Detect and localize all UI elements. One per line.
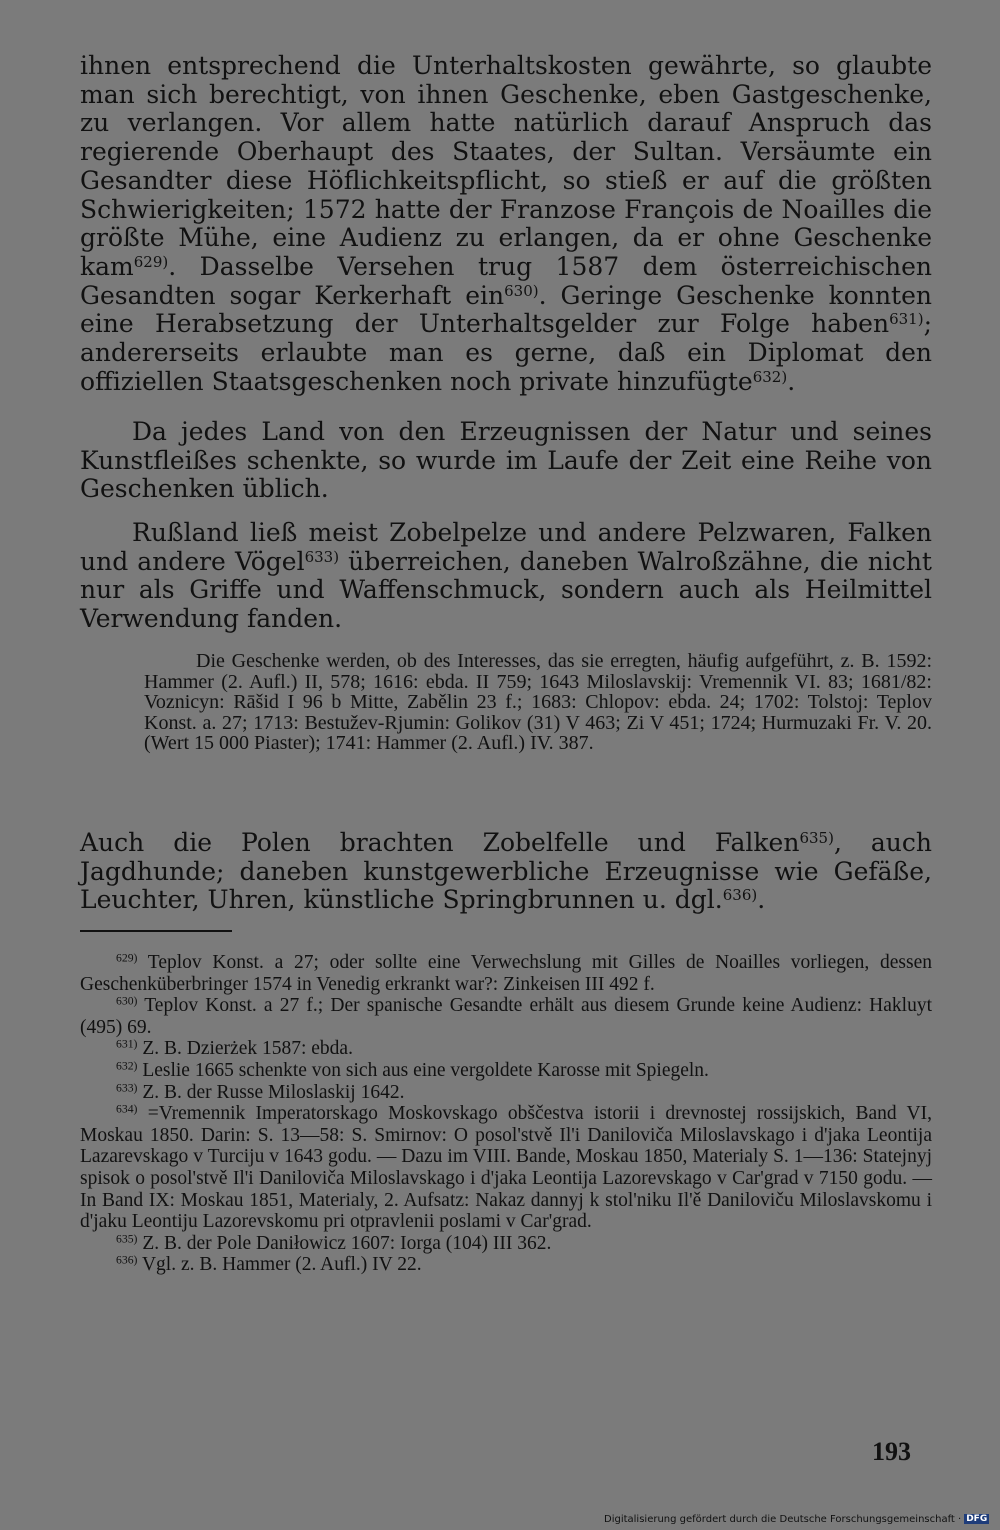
p3-text-a: Rußland ließ meist Zobelpelze und andere Pelzwaren, Falken und andere Vögel: [80, 518, 932, 576]
credit-text: Digitalisierung gefördert durch die Deutsche Forschungsgemeinschaft ·: [604, 1514, 962, 1525]
footnote-mark: 632): [116, 1059, 138, 1073]
footnote-text: Z. B. Dzierżek 1587: ebda.: [137, 1038, 353, 1060]
footnote-mark: 634): [116, 1102, 138, 1116]
p1-text-c: . Geringe Geschenke konnten eine Herabsetzung der Unterhaltsgelder zur Folge haben: [80, 280, 932, 339]
footnote-ref-635[interactable]: 635): [799, 828, 834, 847]
footnote-629: [80, 952, 932, 995]
footnote-text: Z. B. der Russe Miloslaskij 1642.: [137, 1081, 405, 1103]
p1-text-a: ihnen entsprechend die Unterhaltskosten gewährte, so glaubte man sich berechtigt, von ihnen Geschenke, eben Gastgeschenke, zu verlangen. Vor allem hatte natürlich darauf Anspruch das regierende Oberhaupt des Staates, der Sultan. Versäumte ein Gesandter diese Höflichkeitspflicht, so stieß er auf die größten Schwierigkeiten; 1572 hatte der Franzose François de Noailles die größte Mühe, eine Audienz zu erlangen, da er ohne Geschenke kam: [80, 51, 932, 281]
digitization-credit: [604, 1514, 989, 1525]
p4-text-a: Auch die Polen brachten Zobelfelle und Falken: [80, 828, 800, 857]
footnote-mark: 630): [116, 994, 138, 1008]
p4-text-c: .: [757, 885, 766, 915]
footnote-633: [80, 1082, 932, 1104]
footnote-text: Leslie 1665 schenkte von sich aus eine vergoldete Karosse mit Spiegeln.: [137, 1059, 709, 1081]
footnote-631: [80, 1038, 932, 1060]
p3-text-b: überreichen, daneben Walroßzähne, die nicht nur als Griffe und Waffenschmuck, sondern auch als Heilmittel Verwendung fanden.: [80, 546, 932, 634]
footnote-ref-633[interactable]: 633): [304, 547, 340, 566]
p1-text-e: .: [787, 366, 796, 396]
footnote-634: [80, 1103, 932, 1233]
footnote-636: [80, 1254, 932, 1276]
footnote-635: [80, 1233, 932, 1255]
footnote-text: =Vremennik Imperatorskago Moskovskago obščestva istorii i drevnostej rossijskich, Band VI, Moskau 1850. Darin: S. 13—58: S. Smirnov: O posol'stvě Il'i Daniloviča Miloslavskago i d'jaka Leontija Lazarevskago v Turciju v 1643 godu. — Dazu im VIII. Bande, Moskau 1850, Materialy S. 1—136: Statejnyj spisok o posol'stvě Il'i Daniloviča Miloslavskago i d'jaka Leontija Lazorevskago v Car'grad v 7150 godu. — In Band IX: Moskau 1851, Materialy, 2. Aufsatz: Nakaz dannyj k stol'niku Il'ě Daniloviču Miloslavskomu i d'jaku Leontiju Lazorevskomu pri otpravlenii poslami v Car'grad.: [80, 1103, 932, 1233]
footnote-ref-636[interactable]: 636): [722, 886, 758, 905]
footnote-divider: [80, 930, 232, 932]
p1-text-d: ; andererseits erlaubte man es gerne, daß ein Diplomat den offiziellen Staatsgeschenken noch private hinzufügte: [80, 309, 932, 396]
footnote-mark: 633): [116, 1081, 138, 1095]
footnote-ref-631[interactable]: 631): [889, 310, 924, 329]
footnote-ref-632[interactable]: 632): [752, 367, 788, 386]
quote-text: Die Geschenke werden, ob des Interesses, das sie erregten, häufig aufgeführt, z. B. 1592: Hammer (2. Aufl.) II, 578; 1616: ebda. II 759; 1643 Miloslavskij: Vremennik VI. 83; 1681/82: Voznicyn: Rāšid I 96 b Mitte, Zabělin 23 f.; 1683: Chlopov: ebda. 24; 1702: Tolstoj: Teplov Konst. a. 27; 1713: Bestužev-Rjumin: Golikov (31) V 463; Zi V 451; 1724; Hurmuzaki Fr. V. 20. (Wert 15 000 Piaster); 1741: Hammer (2. Aufl.) IV. 387.: [144, 650, 932, 755]
footnote-mark: 635): [116, 1232, 138, 1246]
p4-text-b: , auch Jagdhunde; daneben kunstgewerbliche Erzeugnisse wie Gefäße, Leuchter, Uhren, künstliche Springbrunnen u. dgl.: [80, 828, 932, 915]
paragraph-3: [80, 519, 932, 634]
footnote-text: Z. B. der Pole Daniłowicz 1607: Iorga (104) III 362.: [137, 1232, 552, 1254]
footnote-text: Teplov Konst. a 27 f.; Der spanische Gesandte erhält aus diesem Grunde keine Audienz: Hakluyt (495) 69.: [80, 995, 932, 1038]
footnote-630: [80, 995, 932, 1038]
paragraph-2: [80, 418, 932, 504]
footnote-text: Teplov Konst. a 27; oder sollte eine Verwechslung mit Gilles de Noailles vorliegen, dessen Geschenküberbringer 1574 in Venedig erkrankt war?: Zinkeisen III 492 f.: [80, 952, 932, 995]
block-quote: [144, 651, 932, 754]
dfg-logo-icon: DFG: [966, 1514, 988, 1524]
footnote-mark: 631): [116, 1037, 138, 1051]
page-number: 193: [872, 1437, 911, 1466]
p2-text: Da jedes Land von den Erzeugnissen der Natur und seines Kunstfleißes schenkte, so wurde im Laufe der Zeit eine Reihe von Geschenken üblich.: [80, 417, 932, 504]
footnote-ref-629[interactable]: 629): [133, 252, 169, 271]
footnote-mark: 629): [116, 951, 138, 965]
footnotes: [80, 952, 932, 1276]
p1-text-b: . Dasselbe Versehen trug 1587 dem österreichischen Gesandten sogar Kerkerhaft ein: [80, 251, 932, 310]
footnote-632: [80, 1060, 932, 1082]
footnote-text: Vgl. z. B. Hammer (2. Aufl.) IV 22.: [137, 1254, 422, 1276]
paragraph-4: [80, 829, 932, 915]
paragraph-1: [80, 52, 932, 396]
footnote-mark: 636): [116, 1253, 138, 1267]
footnote-ref-630[interactable]: 630): [504, 281, 539, 300]
